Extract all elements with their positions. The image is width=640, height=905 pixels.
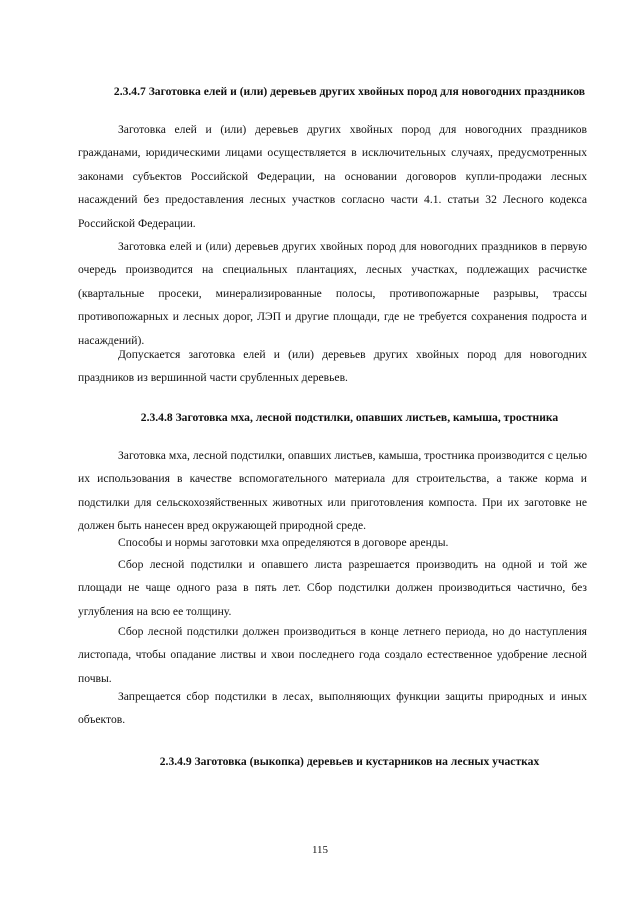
paragraph: Заготовка елей и (или) деревьев других хвойных пород для новогодних праздников гражданами, юридическими лицами осуществляется в исключительных случаях, предусмотренных законами субъектов Российской Федерации, на основании договоров купли-продажи лесных насаждений без предоставления лесных участков согласно части 4.1. статьи 32 Лесного кодекса Российской Федерации.: [78, 123, 587, 230]
page-number: 115: [311, 844, 329, 856]
section-heading-2-3-4-9: 2.3.4.9 Заготовка (выкопка) деревьев и кустарников на лесных участках: [159, 755, 540, 768]
paragraph: Сбор лесной подстилки должен производиться в конце летнего периода, но до наступления листопада, чтобы опадание листвы и хвои последнего года создало естественное удобрение лесной почвы.: [78, 625, 587, 685]
section-heading-2-3-4-7: 2.3.4.7 Заготовка елей и (или) деревьев других хвойных пород для новогодних праздников: [113, 85, 586, 98]
paragraph: Сбор лесной подстилки и опавшего листа разрешается производить на одной и той же площади не чаще одного раза в пять лет. Сбор подстилки должен производиться частично, без углубления на всю ее толщину.: [78, 558, 587, 618]
paragraph: Допускается заготовка елей и (или) деревьев других хвойных пород для новогодних праздников из вершинной части срубленных деревьев.: [78, 348, 587, 385]
section-heading-2-3-4-8: 2.3.4.8 Заготовка мха, лесной подстилки, опавших листьев, камыша, тростника: [140, 411, 559, 424]
paragraph: Заготовка елей и (или) деревьев других хвойных пород для новогодних праздников в первую очередь производится на специальных плантациях, лесных участках, подлежащих расчистке (квартальные просеки, минерализированные полосы, противопожарные разрывы, трассы противопожарных и лесных дорог, ЛЭП и другие площади, где не требуется сохранения подроста и насаждений).: [78, 240, 587, 347]
paragraph: Заготовка мха, лесной подстилки, опавших листьев, камыша, тростника производится с целью их использования в качестве вспомогательного материала для строительства, а также корма и подстилки для сельскохозяйственных животных или приготовления компоста. При их заготовке не должен быть нанесен вред окружающей природной среде.: [78, 449, 587, 533]
paragraph: Запрещается сбор подстилки в лесах, выполняющих функции защиты природных и иных объектов.: [78, 690, 587, 727]
paragraph: Способы и нормы заготовки мха определяются в договоре аренды.: [118, 536, 449, 549]
